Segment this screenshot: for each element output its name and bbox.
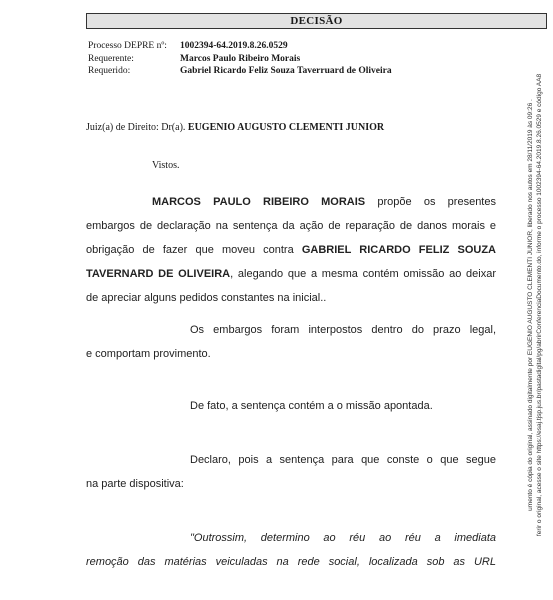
document-title: DECISÃO — [86, 13, 547, 29]
signature-note-line: umento é cópia do original, assinado digitalmente por EUGENIO AUGUSTO CLEMENTI JUNIOR, liberado nos autos em 28/11/2019 às 09:26 . — [527, 99, 534, 511]
meta-row-process — [88, 40, 392, 53]
paragraph-5-quote — [86, 526, 496, 574]
requerido-name: Gabriel Ricardo Feliz Souza Taverruard de Oliveira — [180, 66, 392, 76]
paragraph-line: De fato, a sentença contém a o missão apontada. — [190, 400, 433, 412]
judge-line — [86, 122, 384, 133]
judge-name: EUGENIO AUGUSTO CLEMENTI JUNIOR — [187, 122, 385, 133]
paragraph-line: embargos de declaração na sentença da ação de reparação de danos morais e — [86, 220, 496, 232]
party-name-defendant-cont: TAVERNARD DE OLIVEIRA — [86, 268, 231, 280]
meta-label: Processo DEPRE nº: — [88, 41, 167, 51]
paragraph-line: na parte dispositiva: — [86, 478, 184, 490]
paragraph-line — [86, 238, 496, 262]
vistos-text: Vistos. — [152, 160, 180, 171]
party-name-defendant: GABRIEL RICARDO FELIZ SOUZA — [301, 244, 496, 256]
paragraph-line: Os embargos foram interpostos dentro do prazo legal, — [190, 324, 496, 336]
party-name-plaintiff: MARCOS PAULO RIBEIRO MORAIS — [152, 196, 366, 208]
case-metadata — [88, 40, 392, 78]
text-span: , alegando que a mesma contém omissão ao deixar — [230, 268, 496, 280]
paragraph-line: Declaro, pois a sentença para que conste o que segue — [190, 454, 496, 466]
paragraph-line: e comportam provimento. — [86, 348, 211, 360]
meta-label: Requerido: — [88, 66, 131, 76]
signature-note-line: ferir o original, acesse o site https://esaj.tjsp.jus.br/pastadigital/pg/abrirConferenciaDocumento.do, informe o processo 1002394-64.2019.8.26.0529 e código AA8 — [536, 73, 543, 537]
paragraph-line: remoção das matérias veiculadas na rede social, localizada sob as URL — [86, 556, 496, 568]
paragraph-line — [86, 190, 496, 214]
meta-row-requerente — [88, 53, 392, 66]
text-span: propõe os presentes — [365, 196, 496, 208]
paragraph-3 — [86, 394, 496, 418]
paragraph-1 — [86, 190, 496, 310]
meta-row-requerido — [88, 65, 392, 78]
paragraph-2 — [86, 318, 496, 366]
requerente-name: Marcos Paulo Ribeiro Morais — [180, 53, 301, 64]
judge-label: Juiz(a) de Direito: Dr(a). — [86, 122, 186, 133]
text-span: obrigação de fazer que moveu contra — [86, 244, 302, 256]
paragraph-4 — [86, 448, 496, 496]
meta-label: Requerente: — [88, 53, 134, 64]
digital-signature-note — [526, 25, 544, 585]
process-number: 1002394-64.2019.8.26.0529 — [180, 41, 288, 51]
paragraph-line — [86, 262, 496, 286]
paragraph-line: "Outrossim, determino ao réu ao réu a imediata — [190, 532, 496, 544]
paragraph-line: de apreciar alguns pedidos constantes na inicial.. — [86, 292, 327, 304]
